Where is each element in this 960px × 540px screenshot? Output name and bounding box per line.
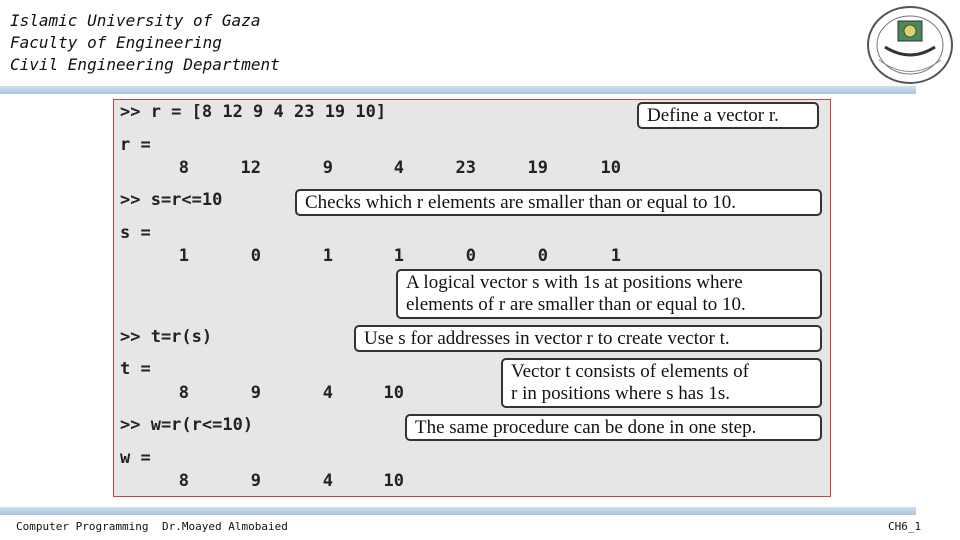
value-cell: 8 (178, 471, 189, 491)
value-cell: 8 (178, 158, 189, 178)
university-name: Islamic University of Gaza (10, 11, 261, 30)
value-cell: 0 (465, 246, 476, 266)
value-cell: 4 (322, 471, 333, 491)
value-cell: 23 (455, 158, 476, 178)
note-line: r in positions where s has 1s. (511, 383, 731, 404)
value-cell: 12 (240, 158, 261, 178)
value-cell: 1 (178, 246, 189, 266)
note-line: Vector t consists of elements of (511, 361, 749, 382)
note-line: elements of r are smaller than or equal to 10. (406, 294, 746, 315)
value-cell: 4 (393, 158, 404, 178)
header-rule (0, 86, 916, 94)
command-one-step: >> w=r(r<=10) (120, 415, 254, 435)
command-index-t: >> t=r(s) (120, 327, 213, 347)
value-cell: 4 (322, 383, 333, 403)
university-seal-icon (865, 5, 955, 85)
output-label-t: t = (120, 359, 151, 379)
value-cell: 19 (527, 158, 548, 178)
value-cell: 0 (537, 246, 548, 266)
output-label-w: w = (120, 448, 151, 468)
note-vector-t (501, 358, 822, 408)
header (10, 10, 280, 76)
value-cell: 0 (250, 246, 261, 266)
value-cell: 9 (250, 471, 261, 491)
value-cell: 10 (383, 471, 404, 491)
note-address: Use s for addresses in vector r to create vector t. (354, 325, 822, 352)
value-cell: 9 (322, 158, 333, 178)
value-cell: 1 (610, 246, 621, 266)
note-logical-vector (396, 269, 822, 319)
value-cell: 10 (600, 158, 621, 178)
note-one-step: The same procedure can be done in one step. (405, 414, 822, 441)
matlab-example-panel (113, 99, 831, 497)
faculty-name: Faculty of Engineering (10, 33, 222, 52)
value-cell: 8 (178, 383, 189, 403)
value-cell: 9 (250, 383, 261, 403)
course-name: Computer Programming (16, 520, 149, 533)
command-define-r: >> r = [8 12 9 4 23 19 10] (120, 102, 387, 122)
value-cell: 1 (393, 246, 404, 266)
note-compare: Checks which r elements are smaller than or equal to 10. (295, 189, 822, 216)
note-define-vector: Define a vector r. (637, 102, 819, 129)
instructor-name: Dr.Moayed Almobaied (162, 520, 288, 533)
value-cell: 10 (383, 383, 404, 403)
footer-rule (0, 507, 916, 515)
value-cell: 1 (322, 246, 333, 266)
department-name: Civil Engineering Department (10, 55, 280, 74)
command-compare: >> s=r<=10 (120, 190, 223, 210)
output-label-r: r = (120, 135, 151, 155)
chapter-label: CH6_1 (888, 520, 922, 533)
output-label-s: s = (120, 223, 151, 243)
note-line: A logical vector s with 1s at positions where (406, 272, 743, 293)
